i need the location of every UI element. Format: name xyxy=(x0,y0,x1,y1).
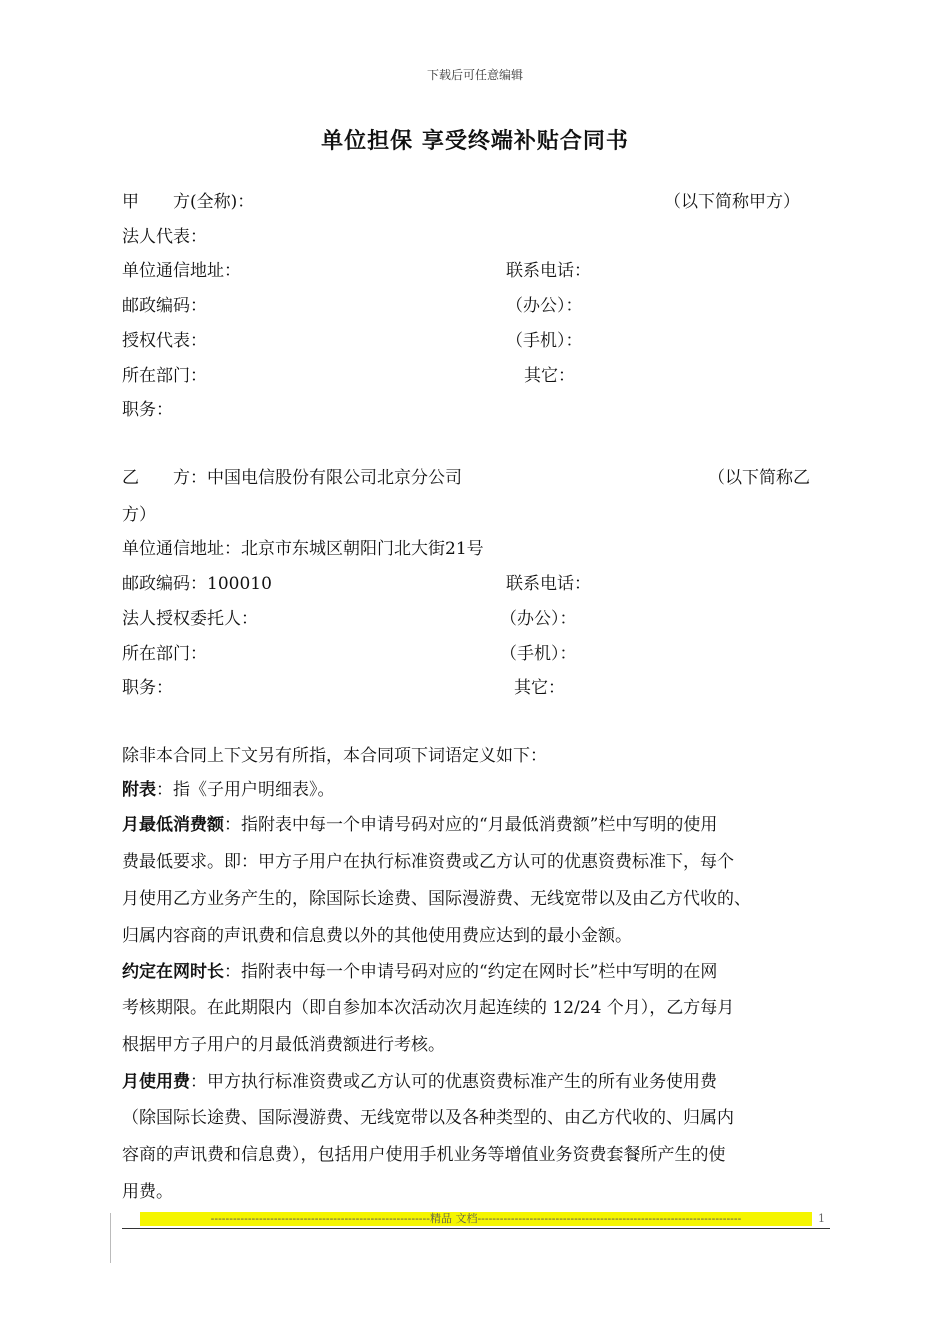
party-a-phone-label: 联系电话： xyxy=(506,261,591,281)
definition-term-line-1 xyxy=(122,962,717,982)
definition-term: 月使用费 xyxy=(122,1072,190,1092)
party-b-abbrev: （以下简称乙 xyxy=(708,468,810,488)
party-a-mobile: （手机）： xyxy=(506,331,583,351)
party-b-position: 职务： xyxy=(122,678,173,698)
definitions-intro: 除非本合同上下文另有所指，本合同项下词语定义如下： xyxy=(122,746,547,766)
party-a-office: （办公）： xyxy=(506,296,583,316)
definition-text: ：指《子用户明细表》。 xyxy=(156,780,335,800)
party-b-office: （办公）： xyxy=(500,609,577,629)
definition-min-line-3: 月使用乙方业务产生的，除国际长途费、国际漫游费、无线宽带以及由乙方代收的、 xyxy=(122,889,751,909)
party-b-department: 所在部门： xyxy=(122,644,207,664)
definition-text: ：指附表中每一个申请号码对应的“月最低消费额”栏中写明的使用 xyxy=(224,815,718,835)
definition-term: 约定在网时长 xyxy=(122,962,224,982)
party-a-abbrev: （以下简称甲方） xyxy=(664,192,800,212)
party-b-address: 单位通信地址：北京市东城区朝阳门北大街21号 xyxy=(122,539,484,559)
party-a-postcode: 邮政编码： xyxy=(122,296,207,316)
party-a-address: 单位通信地址： xyxy=(122,261,241,281)
party-b-abbrev-cont: 方） xyxy=(122,505,156,525)
party-a-department: 所在部门： xyxy=(122,366,207,386)
header-note: 下载后可任意编辑 xyxy=(426,68,523,82)
definition-term: 月最低消费额 xyxy=(122,815,224,835)
party-a-legal-rep: 法人代表： xyxy=(122,227,207,247)
document-title: 单位担保 享受终端补贴合同书 xyxy=(321,128,629,154)
party-b-authorized: 法人授权委托人： xyxy=(122,609,258,629)
party-b-postcode: 邮政编码：100010 xyxy=(122,574,272,594)
definition-min-line-1 xyxy=(122,815,717,835)
definition-min-line-4: 归属内容商的声讯费和信息费以外的其他使用费应达到的最小金额。 xyxy=(122,926,632,946)
party-b-mobile: （手机）： xyxy=(500,644,577,664)
footer-rule xyxy=(122,1228,830,1229)
definition-fee-line-2: （除国际长途费、国际漫游费、无线宽带以及各种类型的、由乙方代收的、归属内 xyxy=(122,1108,734,1128)
party-b-name-line: 乙 方：中国电信股份有限公司北京分公司 xyxy=(122,468,462,488)
footer-banner: -----------------------------------------------------------精品 文档----------------------------------------------------------------------- xyxy=(140,1212,812,1226)
definition-annex xyxy=(122,780,335,800)
page-number: 1 xyxy=(818,1212,825,1225)
definition-text: ：甲方执行标准资费或乙方认可的优惠资费标准产生的所有业务使用费 xyxy=(190,1072,717,1092)
definition-term: 附表 xyxy=(122,780,156,800)
definition-fee-line-4: 用费。 xyxy=(122,1182,173,1202)
definition-fee-line-1 xyxy=(122,1072,717,1092)
definition-text: ：指附表中每一个申请号码对应的“约定在网时长”栏中写明的在网 xyxy=(224,962,718,982)
party-a-name-label: 甲 方(全称)： xyxy=(122,192,255,212)
party-a-position: 职务： xyxy=(122,400,173,420)
party-b-phone-label: 联系电话： xyxy=(506,574,591,594)
definition-fee-line-3: 容商的声讯费和信息费），包括用户使用手机业务等增值业务资费套餐所产生的使 xyxy=(122,1145,726,1165)
definition-term-line-3: 根据甲方子用户的月最低消费额进行考核。 xyxy=(122,1035,445,1055)
footer-margin-line xyxy=(110,1213,111,1263)
definition-term-line-2: 考核期限。在此期限内（即自参加本次活动次月起连续的 12/24 个月），乙方每月 xyxy=(122,998,735,1018)
party-b-other: 其它： xyxy=(514,678,565,698)
party-a-authorized-rep: 授权代表： xyxy=(122,331,207,351)
party-a-other: 其它： xyxy=(524,366,575,386)
definition-min-line-2: 费最低要求。即：甲方子用户在执行标准资费或乙方认可的优惠资费标准下，每个 xyxy=(122,852,734,872)
